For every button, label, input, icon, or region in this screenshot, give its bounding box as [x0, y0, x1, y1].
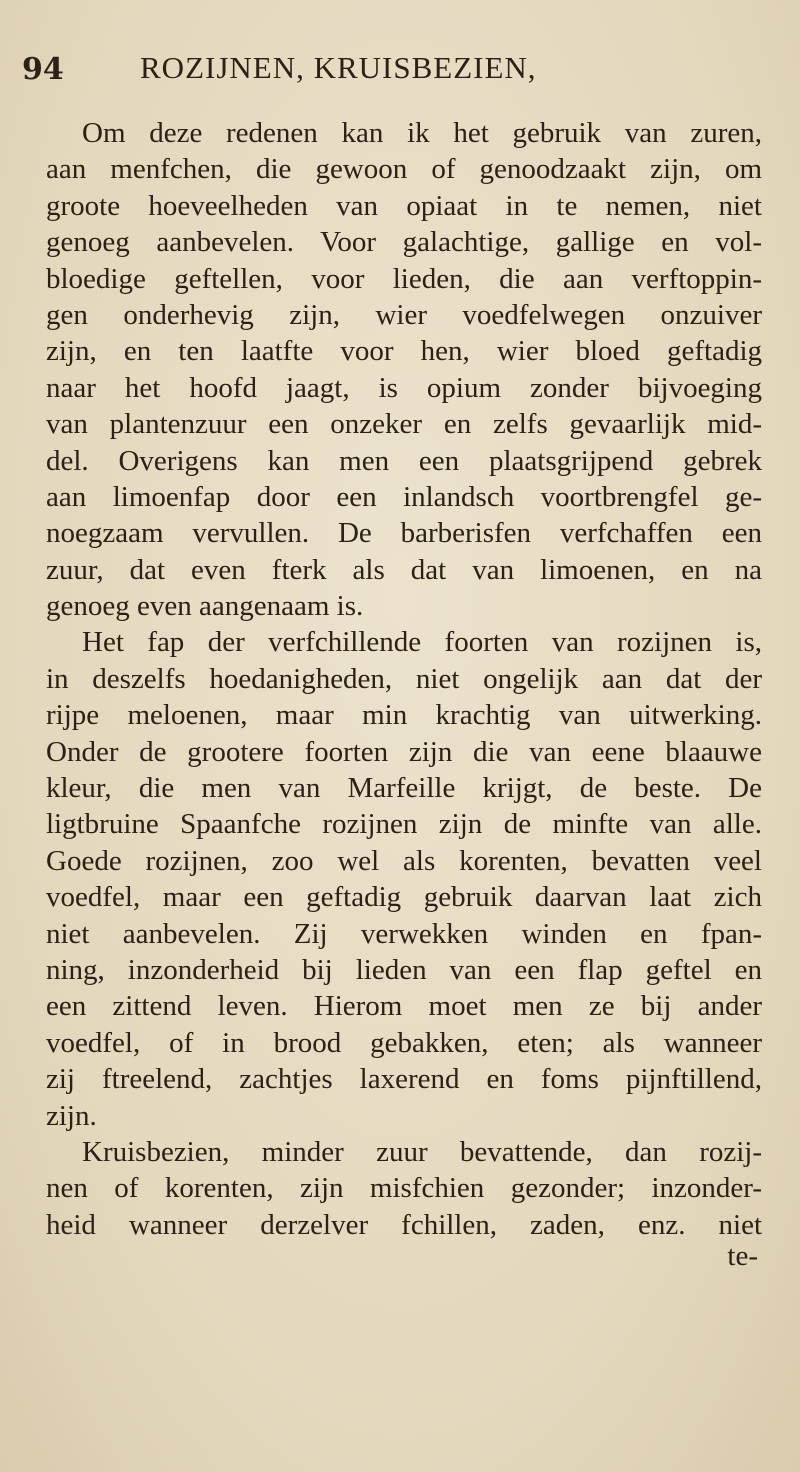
text-line: kleur, die men van Marfeille krijgt, de beste. De [46, 772, 762, 805]
text-line: bloedige geftellen, voor lieden, die aan verftoppin- [46, 262, 762, 295]
text-line: Het fap der verfchillende foorten van rozijnen is, [82, 626, 762, 659]
text-line: zijn, en ten laatfte voor hen, wier bloed geftadig [46, 335, 762, 368]
running-title: ROZIJNEN, KRUISBEZIEN, [140, 50, 537, 85]
text-line: Onder de grootere foorten zijn die van eene blaauwe [46, 735, 762, 768]
text-line: Goede rozijnen, zoo wel als korenten, bevatten veel [46, 844, 762, 877]
text-line: del. Overigens kan men een plaatsgrijpend gebrek [46, 444, 762, 477]
text-line: een zittend leven. Hierom moet men ze bij ander [46, 990, 762, 1023]
catchword: te- [727, 1240, 758, 1272]
text-line: aan menfchen, die gewoon of genoodzaakt zijn, om [46, 153, 762, 186]
body-text [46, 115, 762, 1243]
text-line: voedfel, of in brood gebakken, eten; als wanneer [46, 1026, 762, 1059]
page-number: 94 [22, 52, 64, 87]
text-line: naar het hoofd jaagt, is opium zonder bijvoeging [46, 371, 762, 404]
text-line: gen onderhevig zijn, wier voedfelwegen onzuiver [46, 298, 762, 331]
text-line: zijn. [46, 1099, 97, 1132]
text-line: in deszelfs hoedanigheden, niet ongelijk aan dat der [46, 662, 762, 695]
text-line: Om deze redenen kan ik het gebruik van zuren, [82, 117, 762, 149]
text-line: zij ftreelend, zachtjes laxerend en foms pijnftillend, [46, 1063, 762, 1096]
text-line: aan limoenfap door een inlandsch voortbrengfel ge- [46, 480, 762, 513]
text-line: noegzaam vervullen. De barberisfen verfchaffen een [46, 517, 762, 550]
text-line: groote hoeveelheden van opiaat in te nemen, niet [46, 189, 762, 222]
text-line: nen of korenten, zijn misfchien gezonder; inzonder- [46, 1172, 762, 1205]
text-line: voedfel, maar een geftadig gebruik daarvan laat zich [46, 881, 762, 914]
text-line: genoeg aanbevelen. Voor galachtige, gallige en vol- [46, 226, 762, 259]
text-line: genoeg even aangenaam is. [46, 590, 364, 623]
text-line: van plantenzuur een onzeker en zelfs gevaarlijk mid- [46, 408, 762, 441]
text-line: zuur, dat even fterk als dat van limoenen, en na [46, 553, 762, 586]
text-line: ning, inzonderheid bij lieden van een flap geftel en [46, 953, 762, 986]
text-line: niet aanbevelen. Zij verwekken winden en fpan- [46, 917, 762, 950]
text-line: ligtbruine Spaanfche rozijnen zijn de minfte van alle. [46, 808, 762, 841]
text-line: Kruisbezien, minder zuur bevattende, dan rozij- [82, 1135, 762, 1168]
text-line: rijpe meloenen, maar min krachtig van uitwerking. [46, 699, 762, 732]
text-line: heid wanneer derzelver fchillen, zaden, enz. niet [46, 1208, 762, 1241]
